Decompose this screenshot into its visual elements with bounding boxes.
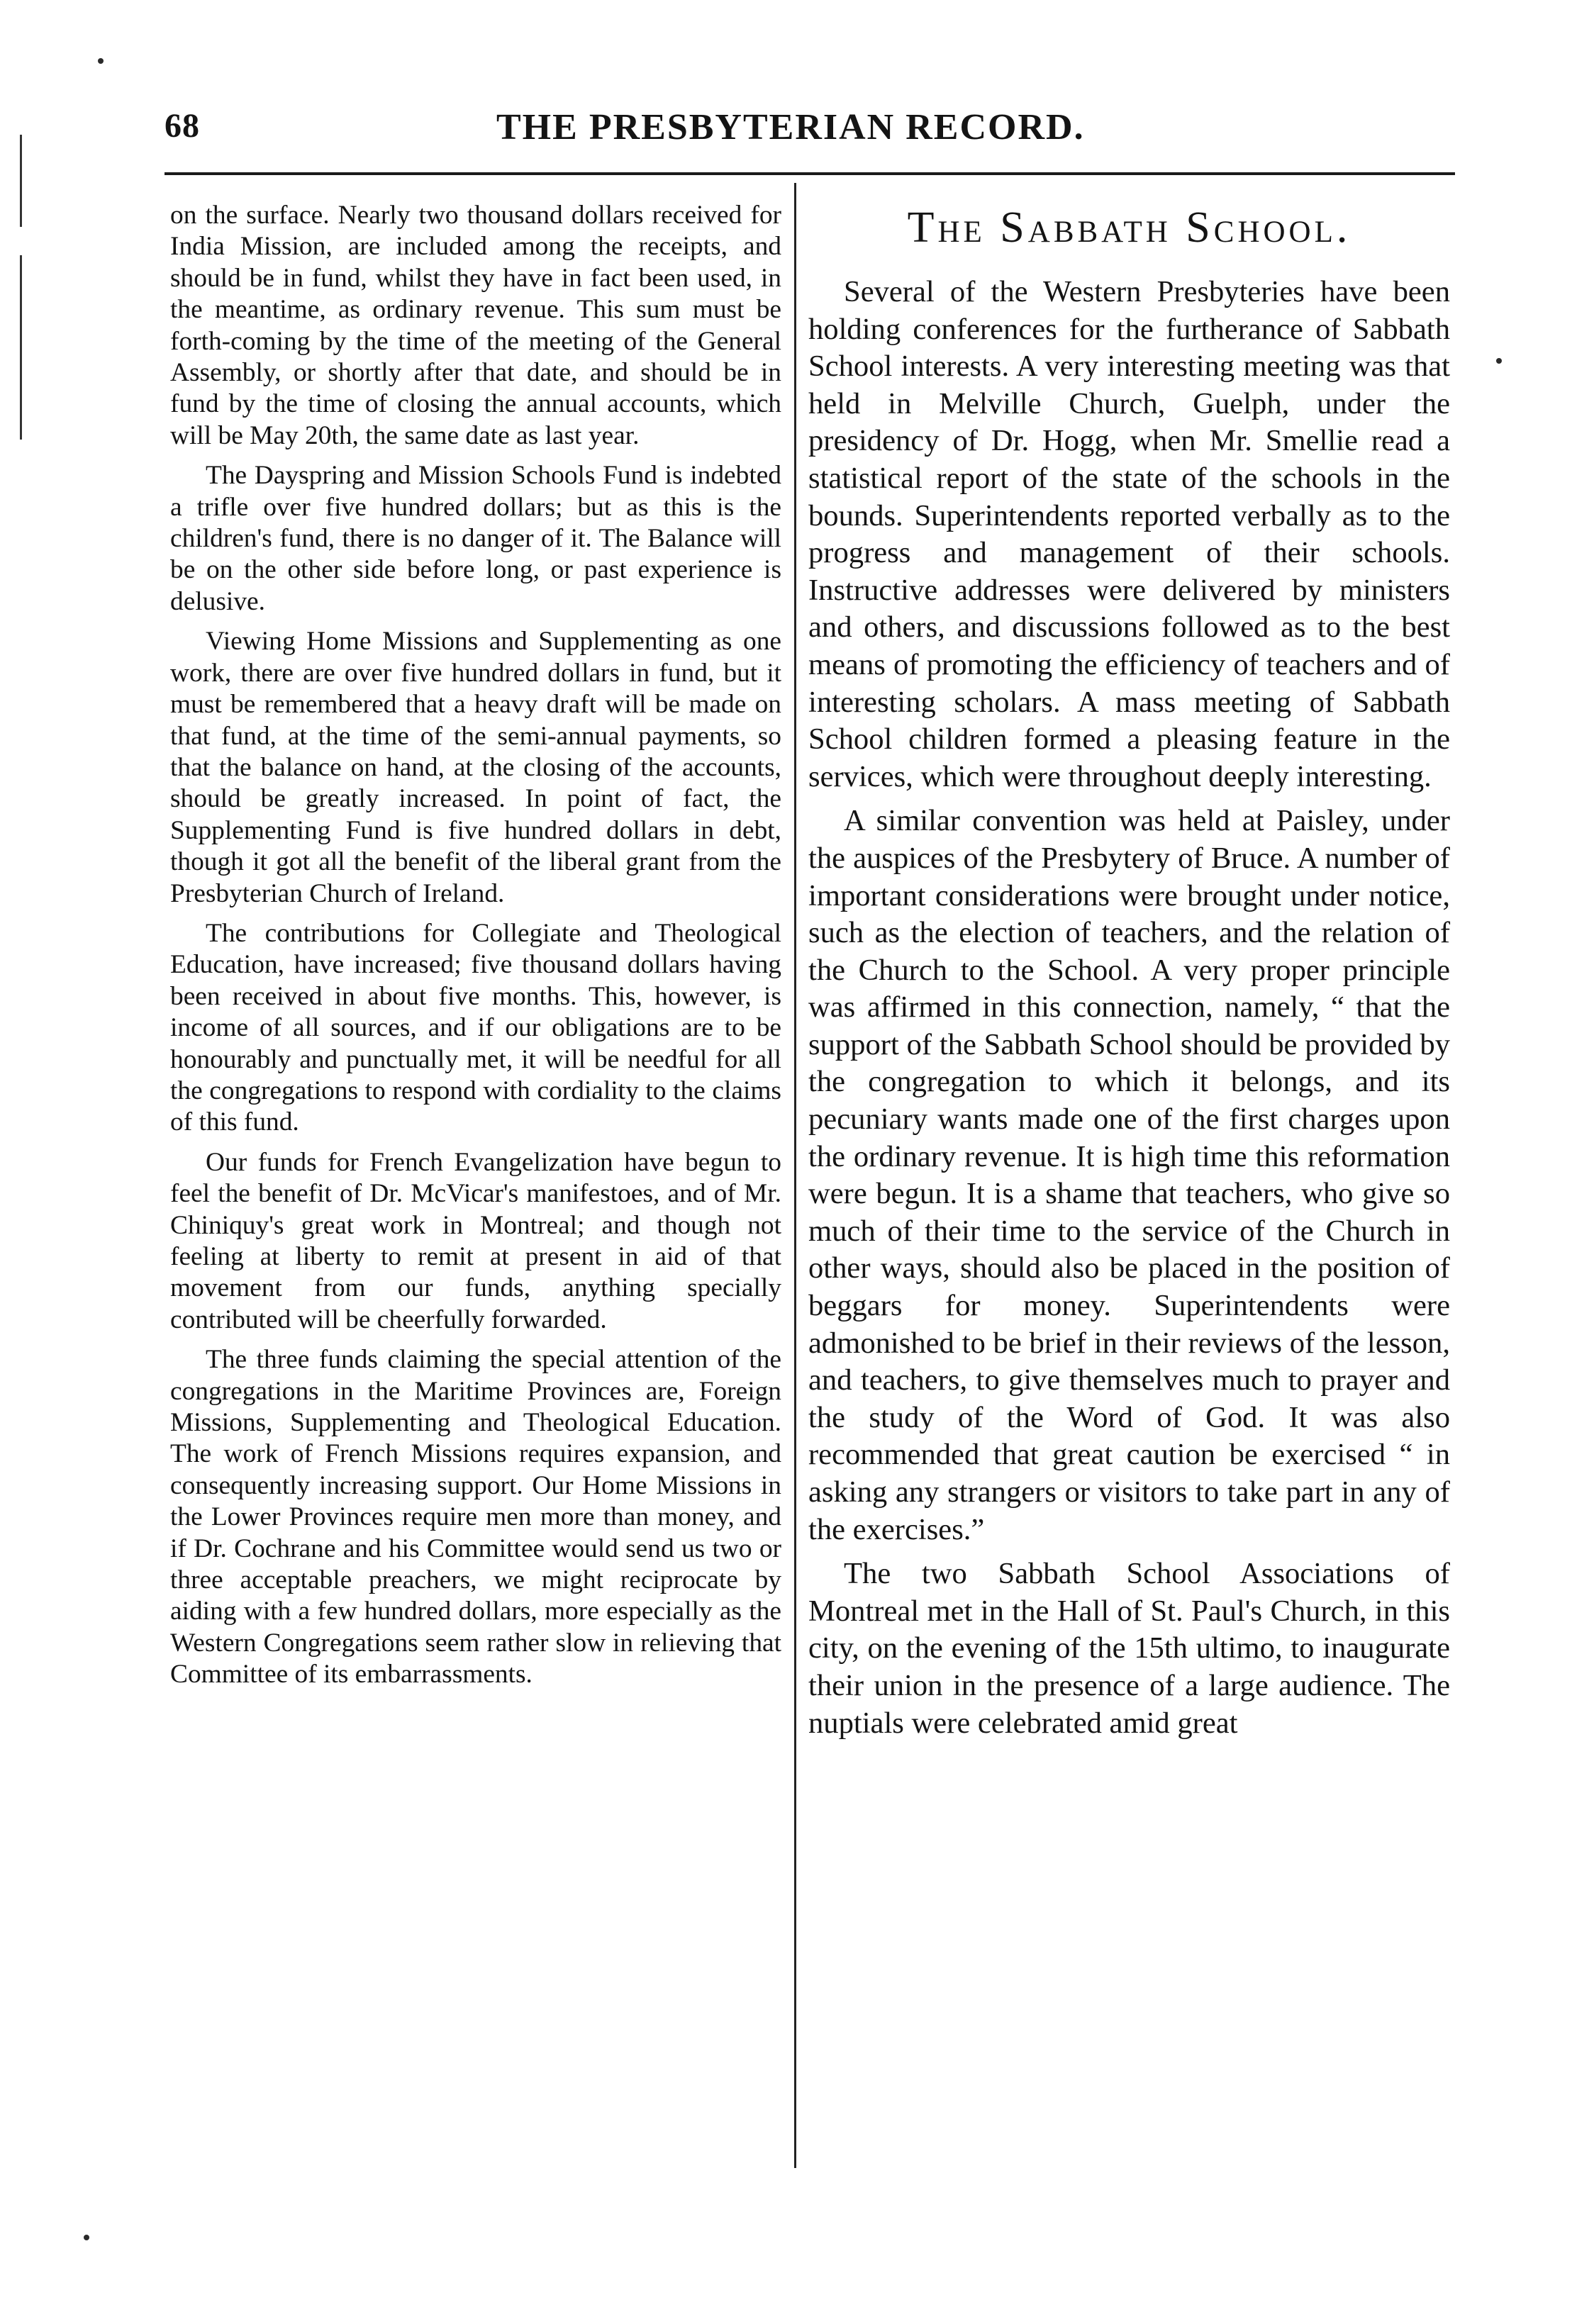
paragraph: Several of the Western Presbyteries have been holding conferences for the furtherance of Sabbath School interests. A very interesting meeting was that held in Melville Church, Guelph, under the presidency of Dr. Hogg, when Mr. Smellie read a statistical report of the state of the schools in the bounds. Superintendents reported verbally as to the progress and management of their schools. Instructive addresses were delivered by ministers and others, and discussions followed as to the best means of promoting the efficiency of teachers and of interesting scholars. A mass meeting of Sabbath School children formed a pleasing feature in the services, which were throughout deeply interesting. — [808, 275, 1450, 793]
scan-speck — [84, 2235, 89, 2240]
margin-mark — [20, 255, 22, 440]
margin-mark — [20, 135, 22, 227]
scan-speck — [98, 58, 104, 64]
column-divider — [794, 183, 796, 2168]
left-column — [170, 200, 781, 1699]
header-rule — [165, 172, 1455, 175]
paragraph: on the surface. Nearly two thousand dollars received for India Mission, are included among the receipts, and should be in fund, whilst they have in fact been used, in the meantime, as ordinary revenue. This sum must be forth-coming by the time of the meeting of the General Assembly, or shortly after that date, and should be in fund by the time of closing the annual accounts, which will be May 20th, the same date as last year. — [170, 201, 781, 450]
paragraph: Our funds for French Evangelization have begun to feel the benefit of Dr. McVicar's manifestoes, and of Mr. Chiniquy's great work in Montreal; and though not feeling at liberty to remit at present in aid of that movement from our funds, anything specially contributed will be cheerfully forwarded. — [170, 1147, 781, 1334]
paragraph: The contributions for Collegiate and Theological Education, have increased; five thousand dollars having been received in about five months. This, however, is income of all sources, and if our obligations are to be honourably and punctually met, it will be needful for all the congregations to respond with cordiality to the claims of this fund. — [170, 918, 781, 1137]
paragraph: Viewing Home Missions and Supplementing as one work, there are over five hundred dollars in fund, but it must be remembered that a heavy draft will be made on that fund, at the time of the semi-annual payments, so that the balance on hand, at the closing of the accounts, should be greatly increased. In point of fact, the Supplementing Fund is five hundred dollars in debt, though it got all the benefit of the liberal grant from the Presbyterian Church of Ireland. — [170, 627, 781, 908]
paragraph: The three funds claiming the special attention of the congregations in the Maritime Provinces are, Foreign Missions, Supplementing and Theological Education. The work of French Missions requires expansion, and consequently increasing support. Our Home Missions in the Lower Provinces require men more than money, and if Dr. Cochrane and his Committee would send us two or three acceptable preachers, we might reciprocate by aiding with a few hundred dollars, more especially as the Western Congregations seem rather slow in relieving that Committee of its embarrassments. — [170, 1345, 781, 1689]
page-number: 68 — [165, 107, 200, 145]
running-head-title: THE PRESBYTERIAN RECORD. — [496, 107, 1085, 147]
section-title: The Sabbath School. — [907, 203, 1351, 252]
paragraph: The two Sabbath School Associations of Montreal met in the Hall of St. Paul's Church, in this city, on the evening of the 15th ultimo, to inaugurate their union in the presence of a large audience. The nuptials were celebrated amid great — [808, 1557, 1450, 1740]
right-column — [808, 200, 1450, 1749]
scan-speck — [1496, 358, 1502, 364]
paragraph: The Dayspring and Mission Schools Fund is indebted a trifle over five hundred dollars; but as this is the children's fund, there is no danger of it. The Balance will be on the other side before long, or past experience is delusive. — [170, 461, 781, 616]
paragraph: A similar convention was held at Paisley, under the auspices of the Presbytery of Bruce. A number of important considerations were brought under notice, such as the election of teachers, and the relation of the Church to the School. A very proper principle was affirmed in this connection, namely, “ that the support of the Sabbath School should be provided by the congregation to which it belongs, and its pecuniary wants made one of the first charges upon the ordinary revenue. It is high time this reformation were begun. It is a shame that teachers, who give so much of their time to the service of the Church in other ways, should also be placed in the position of beggars for money. Superintendents were admonished to be brief in their reviews of the lesson, and teachers, to give themselves much to prayer and the study of the Word of God. It was also recommended that great caution be exercised “ in asking any strangers or visitors to take part in any of the exercises.” — [808, 804, 1450, 1546]
